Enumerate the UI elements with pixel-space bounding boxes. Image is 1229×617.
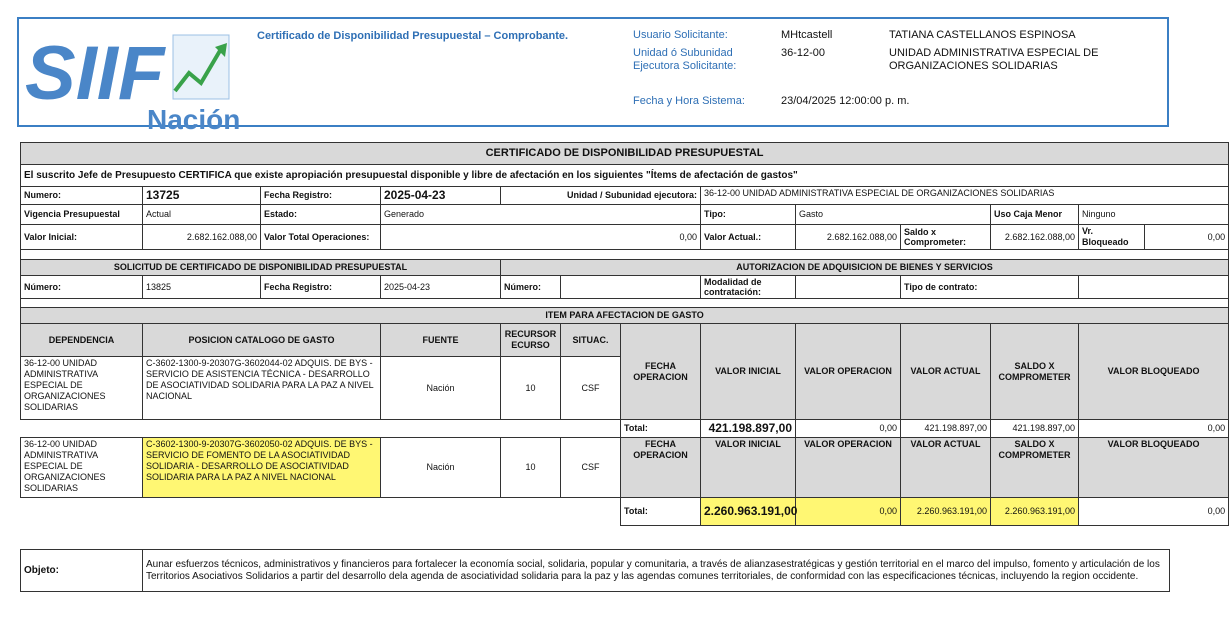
fecha-value: 23/04/2025 12:00:00 p. m. [781,95,910,107]
col-situac: SITUAC. [561,324,621,357]
item-1-total-valor-actual: 421.198.897,00 [901,420,991,438]
cert-statement: El suscrito Jefe de Presupuesto CERTIFICA que existe apropiación presupuestal disponible y libre de afectación en los siguientes "Ítems de afectación de gastos" [21,165,1229,187]
col-recursor-1: RECURSOR [504,329,557,339]
valor-total-ops-value: 0,00 [381,225,701,250]
objeto-label: Objeto: [21,550,143,592]
siif-logo [23,25,241,137]
numero-label: Numero: [21,187,143,205]
logo-text-main: SIIF [25,31,165,116]
col-saldo-1: SALDO X [1014,360,1055,371]
col-valor-inicial-2: VALOR INICIAL [701,438,796,498]
unidad-name-2: ORGANIZACIONES SOLIDARIAS [889,60,1058,72]
item-2-recurso: 10 [501,438,561,498]
solicitud-numero-label: Número: [21,276,143,299]
cert-row-valores [21,225,1229,250]
col-posicion: POSICION CATALOGO DE GASTO [143,324,381,357]
cert-row-vigencia [21,205,1229,225]
usuario-label: Usuario Solicitante: [633,29,728,41]
solicitud-fecha-label: Fecha Registro: [261,276,381,299]
uso-caja-label: Uso Caja Menor [991,205,1079,225]
item-1-dependencia: 36-12-00 UNIDAD ADMINISTRATIVA ESPECIAL DE ORGANIZACIONES SOLIDARIAS [21,357,143,420]
cert-title: CERTIFICADO DE DISPONIBILIDAD PRESUPUESTAL [21,143,1229,165]
col-recursor-2: ECURSO [511,340,550,350]
cert-statement-row [21,165,1229,187]
item-1-fuente: Nación [381,357,501,420]
item-1-total-label: Total: [621,420,701,438]
valor-inicial-label: Valor Inicial: [21,225,143,250]
solicitud-fecha-value: 2025-04-23 [381,276,501,299]
usuario-name: TATIANA CASTELLANOS ESPINOSA [889,29,1076,41]
col-valor-operacion-2: VALOR OPERACION [796,438,901,498]
vigencia-label: Vigencia Presupuestal [21,205,143,225]
cert-row-numero [21,187,1229,205]
item-2-col-saldo-2: COMPROMETER [998,450,1071,460]
vr-bloqueado-label: Vr. Bloqueado [1079,225,1145,250]
spacer-row-1 [21,250,1229,260]
item-2-col-fecha-1: FECHA [645,439,676,449]
fecha-registro-value: 2025-04-23 [381,187,501,205]
solicitud-row [21,276,1229,299]
col-fecha-2: OPERACION [633,371,688,382]
unidad-code: 36-12-00 [781,47,826,59]
item-2-total-row [21,498,1229,526]
col-fecha-1: FECHA [645,360,676,371]
item-1-total-valor-operacion: 0,00 [796,420,901,438]
item-2-col-saldo [991,438,1079,498]
certificate-table [20,142,1229,526]
col-valor-inicial-1: VALOR INICIAL [701,324,796,420]
logo-chart-box [173,35,229,99]
uso-caja-value: Ninguno [1079,205,1229,225]
header-panel [17,17,1169,135]
col-fecha-1-cell [621,324,701,420]
item-2-situac: CSF [561,438,621,498]
valor-inicial-value: 2.682.162.088,00 [143,225,261,250]
estado-value: Generado [381,205,701,225]
unidad-label-2: Ejecutora Solicitante: [633,60,737,72]
tipo-label: Tipo: [701,205,796,225]
section-titles-row [21,260,1229,276]
item-2-dependencia: 36-12-00 UNIDAD ADMINISTRATIVA ESPECIAL DE ORGANIZACIONES SOLIDARIAS [21,438,143,498]
solicitud-title: SOLICITUD DE CERTIFICADO DE DISPONIBILIDAD PRESUPUESTAL [21,260,501,276]
item-2-total-valor-operacion: 0,00 [796,498,901,526]
item-1-recurso: 10 [501,357,561,420]
item-1-total-bloqueado: 0,00 [1079,420,1229,438]
items-title-row [21,308,1229,324]
autorizacion-title: AUTORIZACION DE ADQUISICION DE BIENES Y SERVICIOS [501,260,1229,276]
item-2-col-saldo-1: SALDO X [1014,439,1055,449]
tipo-value: Gasto [796,205,991,225]
autorizacion-numero-value [561,276,701,299]
vigencia-value: Actual [143,205,261,225]
item-2-col-fecha-2: OPERACION [633,450,688,460]
col-valor-operacion-1: VALOR OPERACION [796,324,901,420]
objeto-text: Aunar esfuerzos técnicos, administrativos y financieros para fortalecer la economía social, solidaria, popular y comunitaria, a través de alianzasestratégicas y gestión territorial en el marco del impulso, fomento y articulación de los Territorios Asociativos Solidarios a partir del desarrollo dela agenda de asociatividad solidaria para la paz y las agendas comunes territoriales, de conformidad con las especificaciones técnicas, incluyendo la region occidente. [143,550,1170,592]
saldo-label [901,225,991,250]
item-2-posicion: C-3602-1300-9-20307G-3602050-02 ADQUIS. DE BYS - SERVICIO DE FOMENTO DE LA ASOCIATIVIDAD SOLIDARIA - DESARROLLO DE ASOCIATIVIDAD SOLIDARIA PARA LA PAZ A NIVEL NACIONAL [143,438,381,498]
items-title: ITEM PARA AFECTACION DE GASTO [21,308,1229,324]
col-valor-actual-2: VALOR ACTUAL [901,438,991,498]
unidad-ejecutora-value: 36-12-00 UNIDAD ADMINISTRATIVA ESPECIAL DE ORGANIZACIONES SOLIDARIAS [701,187,1229,205]
item-1-total-row [21,420,1229,438]
modalidad-value [796,276,901,299]
numero-value: 13725 [143,187,261,205]
col-saldo-1-cell [991,324,1079,420]
valor-total-ops-label: Valor Total Operaciones: [261,225,381,250]
col-dependencia: DEPENDENCIA [21,324,143,357]
modalidad-label-1: Modalidad de [704,277,762,287]
estado-label: Estado: [261,205,381,225]
item-2-total-valor-inicial: 2.260.963.191,00 [701,498,796,526]
spacer-row-2 [21,299,1229,308]
tipo-contrato-label: Tipo de contrato: [901,276,1079,299]
col-saldo-2: COMPROMETER [998,371,1071,382]
valor-actual-label: Valor Actual.: [701,225,796,250]
usuario-id: MHtcastell [781,29,833,41]
saldo-value: 2.682.162.088,00 [991,225,1079,250]
col-valor-actual-1: VALOR ACTUAL [901,324,991,420]
solicitud-numero-value: 13825 [143,276,261,299]
unidad-name-1: UNIDAD ADMINISTRATIVA ESPECIAL DE [889,47,1099,59]
item-2-total-bloqueado: 0,00 [1079,498,1229,526]
saldo-label-2: Comprometer: [904,237,967,247]
autorizacion-numero-label: Número: [501,276,561,299]
saldo-label-1: Saldo x [904,227,937,237]
item-1-total-saldo: 421.198.897,00 [991,420,1079,438]
item-2-fuente: Nación [381,438,501,498]
item-2-col-fecha [621,438,701,498]
fecha-registro-label: Fecha Registro: [261,187,381,205]
item-2-total-saldo: 2.260.963.191,00 [991,498,1079,526]
document-title: Certificado de Disponibilidad Presupuestal – Comprobante. [257,30,569,42]
item-2-total-valor-actual: 2.260.963.191,00 [901,498,991,526]
modalidad-label-2: contratación: [704,287,762,297]
item-1-total-valor-inicial: 421.198.897,00 [701,420,796,438]
col-recursor [501,324,561,357]
objeto-table [20,549,1170,592]
vr-bloqueado-value: 0,00 [1145,225,1229,250]
col-fuente: FUENTE [422,334,459,345]
modalidad-label [701,276,796,299]
fecha-label: Fecha y Hora Sistema: [633,95,745,107]
valor-actual-value: 2.682.162.088,00 [796,225,901,250]
col-valor-bloqueado-1: VALOR BLOQUEADO [1079,324,1229,420]
item-2-total-label: Total: [621,498,701,526]
item-1-posicion: C-3602-1300-9-20307G-3602044-02 ADQUIS. DE BYS - SERVICIO DE ASISTENCIA TÉCNICA - DESARROLLO DE ASOCIATIVIDAD SOLIDARIA PARA LA PAZ A NIVEL NACIONAL [143,357,381,420]
cert-title-row [21,143,1229,165]
unidad-ejecutora-label: Unidad / Subunidad ejecutora: [501,187,701,205]
item-row [21,438,1229,498]
logo-text-sub: Nación [147,104,241,135]
item-1-situac: CSF [561,357,621,420]
unidad-label-1: Unidad ó Subunidad [633,47,733,59]
col-valor-bloqueado-2: VALOR BLOQUEADO [1079,438,1229,498]
col-fuente-group [381,324,501,357]
items-header-row [21,324,1229,357]
tipo-contrato-value [1079,276,1229,299]
